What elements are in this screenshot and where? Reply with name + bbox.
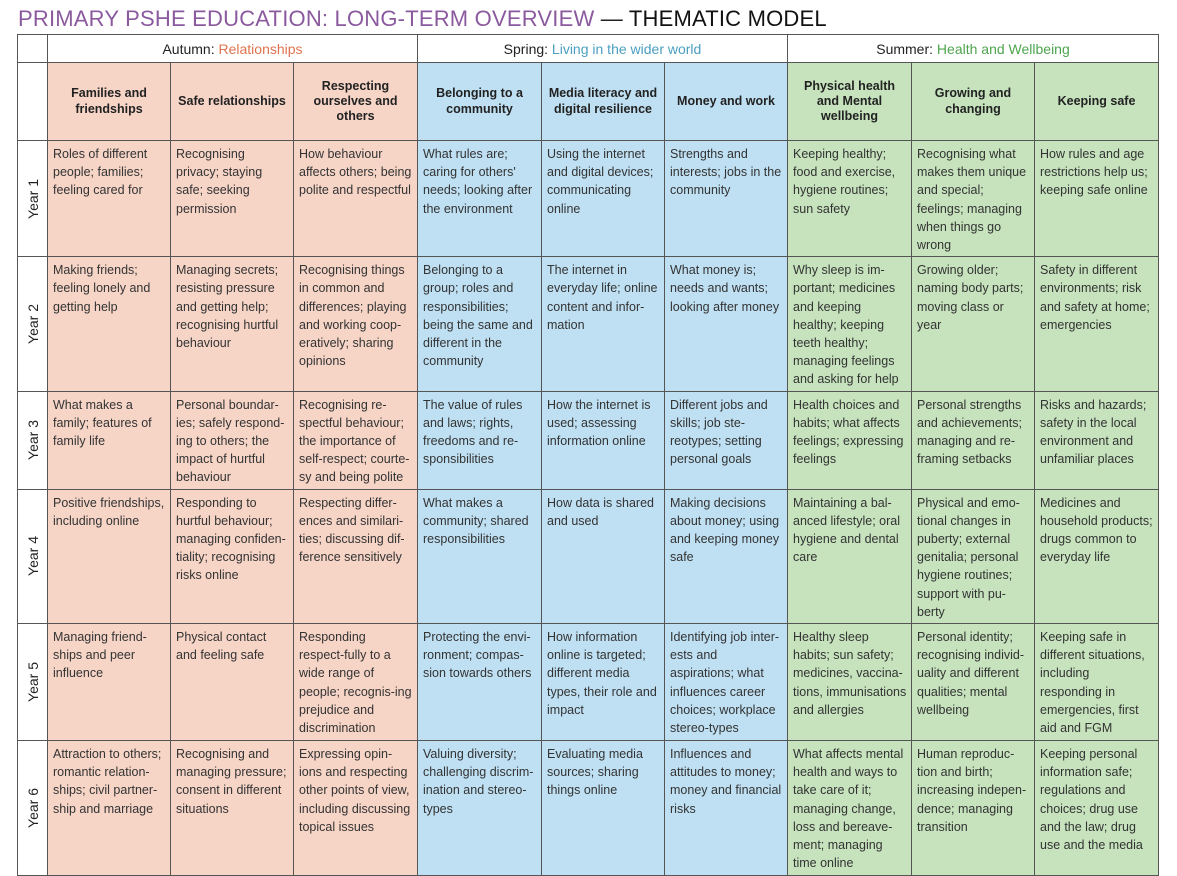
topic-cell: Using the internet and digital devices; communicating online bbox=[542, 141, 665, 257]
topic-cell: Healthy sleep habits; sun safety; medicines, vaccina-tions, immunisations and allergies bbox=[788, 624, 912, 741]
topic-cell: Identifying job inter-ests and aspirations; what influences career choices; workplace stereo-types bbox=[665, 624, 788, 741]
topic-cell: Keeping safe in different situations, including responding in emergencies, first aid and FGM bbox=[1035, 624, 1159, 741]
topic-cell: Influences and attitudes to money; money and financial risks bbox=[665, 741, 788, 875]
topic-cell: Evaluating media sources; sharing things online bbox=[542, 741, 665, 875]
topic-cell: Safety in different environments; risk and safety at home; emergencies bbox=[1035, 257, 1159, 391]
year-label: Year 3 bbox=[24, 420, 41, 461]
year-label: Year 1 bbox=[24, 178, 41, 219]
season-label: Spring: bbox=[503, 40, 552, 57]
topic-cell: How behaviour affects others; being polite and respectful bbox=[294, 141, 418, 257]
topic-cell: Making decisions about money; using and keeping money safe bbox=[665, 489, 788, 623]
topic-cell: How the internet is used; assessing information online bbox=[542, 391, 665, 489]
year-label-cell bbox=[18, 624, 48, 741]
season-spring bbox=[418, 35, 788, 63]
column-header: Growing and changing bbox=[912, 63, 1035, 141]
topic-cell: The value of rules and laws; rights, freedoms and re-sponsibilities bbox=[418, 391, 542, 489]
season-autumn bbox=[48, 35, 418, 63]
year-row bbox=[18, 257, 1159, 391]
topic-cell: How data is shared and used bbox=[542, 489, 665, 623]
season-theme: Relationships bbox=[218, 40, 303, 57]
topic-cell: Risks and hazards; safety in the local environment and unfamiliar places bbox=[1035, 391, 1159, 489]
topic-cell: Making friends; feeling lonely and getting help bbox=[48, 257, 171, 391]
topic-cell: What makes a community; shared responsibilities bbox=[418, 489, 542, 623]
topic-cell: Recognising things in common and differences; playing and working coop-eratively; sharing opinions bbox=[294, 257, 418, 391]
topic-cell: Keeping healthy; food and exercise, hygiene routines; sun safety bbox=[788, 141, 912, 257]
topic-cell: Different jobs and skills; job ste-reotypes; setting personal goals bbox=[665, 391, 788, 489]
title-main: PRIMARY PSHE EDUCATION: LONG-TERM OVERVIEW bbox=[18, 6, 595, 31]
column-header: Families and friendships bbox=[48, 63, 171, 141]
topic-cell: Valuing diversity; challenging discrim-ination and stereo-types bbox=[418, 741, 542, 875]
topic-cell: How information online is targeted; different media types, their role and impact bbox=[542, 624, 665, 741]
topic-cell: What money is; needs and wants; looking after money bbox=[665, 257, 788, 391]
page-title bbox=[18, 4, 827, 34]
year-row bbox=[18, 624, 1159, 741]
topic-cell: Health choices and habits; what affects feelings; expressing feelings bbox=[788, 391, 912, 489]
topic-cell: Expressing opin-ions and respecting other points of view, including discussing topical issues bbox=[294, 741, 418, 875]
year-label: Year 6 bbox=[24, 787, 41, 828]
year-row bbox=[18, 489, 1159, 623]
year-label-cell bbox=[18, 257, 48, 391]
year-label: Year 2 bbox=[24, 303, 41, 344]
topic-cell: Keeping personal information safe; regulations and choices; drug use and the law; drug use and the media bbox=[1035, 741, 1159, 875]
year-label-cell bbox=[18, 741, 48, 875]
topic-cell: Physical contact and feeling safe bbox=[171, 624, 294, 741]
year-row bbox=[18, 741, 1159, 875]
topic-cell: Belonging to a group; roles and responsibilities; being the same and different in the community bbox=[418, 257, 542, 391]
corner-cell bbox=[18, 35, 48, 63]
topic-cell: Attraction to others; romantic relation-ships; civil partner-ship and marriage bbox=[48, 741, 171, 875]
season-label: Autumn: bbox=[162, 40, 219, 57]
year-row bbox=[18, 391, 1159, 489]
year-label-cell bbox=[18, 391, 48, 489]
topic-cell: Medicines and household products; drugs common to everyday life bbox=[1035, 489, 1159, 623]
column-header-row bbox=[18, 63, 1159, 141]
season-row bbox=[18, 35, 1159, 63]
year-label: Year 5 bbox=[24, 662, 41, 703]
year-label-cell bbox=[18, 489, 48, 623]
topic-cell: Personal boundar-ies; safely respond-ing to others; the impact of hurtful behaviour bbox=[171, 391, 294, 489]
column-header: Belonging to a community bbox=[418, 63, 542, 141]
topic-cell: Positive friendships, including online bbox=[48, 489, 171, 623]
topic-cell: Roles of different people; families; feeling cared for bbox=[48, 141, 171, 257]
column-header: Money and work bbox=[665, 63, 788, 141]
year-label: Year 4 bbox=[24, 536, 41, 577]
topic-cell: Responding respect-fully to a wide range of people; recognis-ing prejudice and discrimination bbox=[294, 624, 418, 741]
topic-cell: Why sleep is im-portant; medicines and keeping healthy; keeping teeth healthy; managing feelings and asking for help bbox=[788, 257, 912, 391]
topic-cell: Personal identity; recognising individ-uality and different qualities; mental wellbeing bbox=[912, 624, 1035, 741]
year-label-cell bbox=[18, 141, 48, 257]
topic-cell: How rules and age restrictions help us; keeping safe online bbox=[1035, 141, 1159, 257]
topic-cell: Respecting differ-ences and similari-ties; discussing dif-ference sensitively bbox=[294, 489, 418, 623]
topic-cell: Human reproduc-tion and birth; increasing indepen-dence; managing transition bbox=[912, 741, 1035, 875]
column-header: Keeping safe bbox=[1035, 63, 1159, 141]
topic-cell: The internet in everyday life; online content and infor-mation bbox=[542, 257, 665, 391]
topic-cell: Personal strengths and achievements; managing and re-framing setbacks bbox=[912, 391, 1035, 489]
season-theme: Health and Wellbeing bbox=[936, 40, 1070, 57]
topic-cell: Protecting the envi-ronment; compas-sion towards others bbox=[418, 624, 542, 741]
column-header: Safe relationships bbox=[171, 63, 294, 141]
column-header: Respecting ourselves and others bbox=[294, 63, 418, 141]
corner-cell bbox=[18, 63, 48, 141]
topic-cell: Responding to hurtful behaviour; managing confiden-tiality; recognising risks online bbox=[171, 489, 294, 623]
topic-cell: Recognising what makes them unique and special; feelings; managing when things go wrong bbox=[912, 141, 1035, 257]
topic-cell: Recognising re-spectful behaviour; the importance of self-respect; courte-sy and being polite bbox=[294, 391, 418, 489]
topic-cell: Recognising privacy; staying safe; seeking permission bbox=[171, 141, 294, 257]
season-label: Summer: bbox=[876, 40, 937, 57]
topic-cell: Growing older; naming body parts; moving class or year bbox=[912, 257, 1035, 391]
column-header: Physical health and Mental wellbeing bbox=[788, 63, 912, 141]
topic-cell: Managing secrets; resisting pressure and getting help; recognising hurtful behaviour bbox=[171, 257, 294, 391]
topic-cell: Managing friend-ships and peer influence bbox=[48, 624, 171, 741]
topic-cell: Strengths and interests; jobs in the community bbox=[665, 141, 788, 257]
topic-cell: What makes a family; features of family life bbox=[48, 391, 171, 489]
topic-cell: Recognising and managing pressure; consent in different situations bbox=[171, 741, 294, 875]
column-header: Media literacy and digital resilience bbox=[542, 63, 665, 141]
topic-cell: What affects mental health and ways to take care of it; managing change, loss and bereave-ment; managing time online bbox=[788, 741, 912, 875]
topic-cell: Physical and emo-tional changes in puberty; external genitalia; personal hygiene routines; support with pu-berty bbox=[912, 489, 1035, 623]
year-row bbox=[18, 141, 1159, 257]
season-theme: Living in the wider world bbox=[551, 40, 702, 57]
topic-cell: What rules are; caring for others' needs; looking after the environment bbox=[418, 141, 542, 257]
title-dash: — bbox=[594, 6, 629, 31]
title-model: THEMATIC MODEL bbox=[628, 6, 827, 31]
overview-table bbox=[17, 34, 1159, 876]
topic-cell: Maintaining a bal-anced lifestyle; oral hygiene and dental care bbox=[788, 489, 912, 623]
season-summer bbox=[788, 35, 1159, 63]
